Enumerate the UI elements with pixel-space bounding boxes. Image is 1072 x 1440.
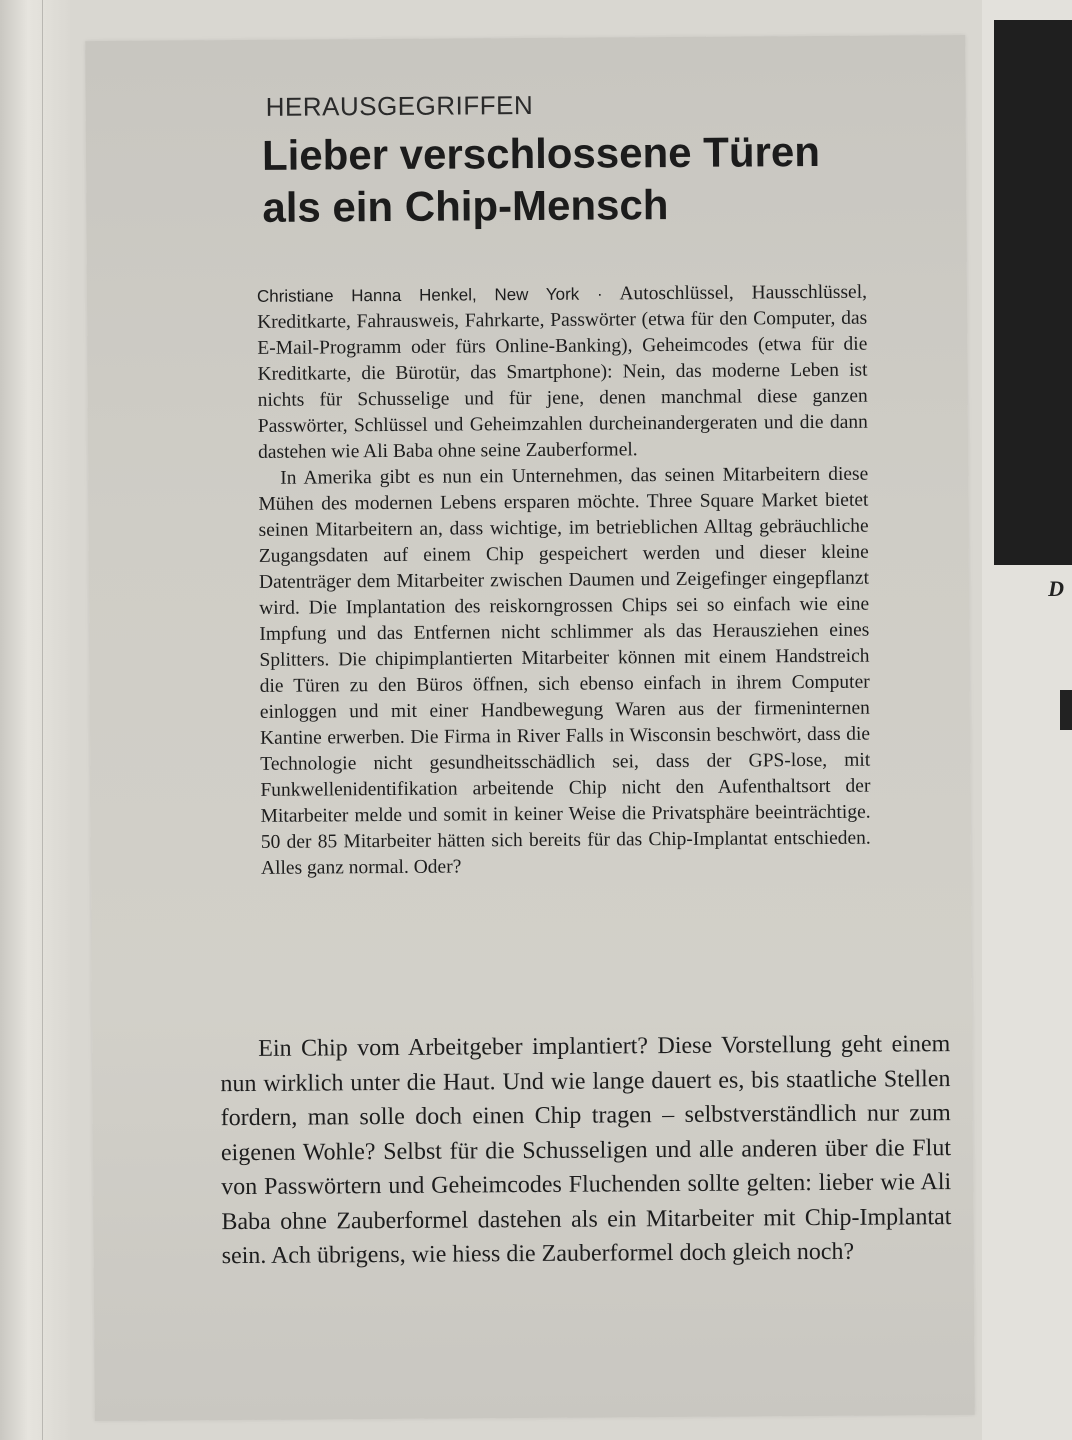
adjacent-photo — [994, 20, 1072, 565]
adjacent-dark-mark — [1060, 690, 1072, 730]
paragraph-1 — [257, 280, 868, 466]
article-body — [257, 280, 871, 882]
byline: Christiane Hanna Henkel, New York · — [256, 284, 603, 306]
adjacent-page-right — [982, 0, 1072, 1440]
article-box — [85, 35, 975, 1421]
headline-line-2: als ein Chip-Mensch — [262, 181, 669, 231]
paragraph-2: In Amerika gibt es nun ein Unternehmen, das seinen Mitarbeitern diese Mühen des modernen Lebens ersparen möchte. Three Square Market bietet seinen Mitarbeitern an, dass wichtige, im betrieblichen Alltag gebräuchliche Zugangsdaten auf einem Chip gespeichert werden und dieser kleine Datenträger dem Mitarbeiter zwischen Daumen und Zeigefinger eingepflanzt wird. Die Implantation des reiskorngrossen Chips sei so einfach wie eine Impfung und das Entfernen nicht schlimmer als das Herausziehen eines Splitters. Die chipimplantierten Mitarbeiter können mit einem Handstreich die Türen zu den Büros öffnen, sich ebenso einfach in ihrem Computer einloggen und mit einer Handbewegung Waren aus der firmeninternen Kantine erwerben. Die Firma in River Falls in Wisconsin beschwört, dass die Technologie nicht gesundheitsschädlich sei, dass der GPS-lose, mit Funkwellenidentifikation arbeitende Chip nicht den Aufenthaltsort der Mitarbeiter melde und somit in keiner Weise die Privatsphäre beeinträchtige. 50 der 85 Mitarbeiter hätten sich bereits für das Chip-Implantat entschieden. Alles ganz normal. Oder? — [258, 463, 871, 879]
paragraph-3: Ein Chip vom Arbeitgeber implantiert? Diese Vorstellung geht einem nun wirklich unter die Haut. Und wie lange dauert es, bis staatliche Stellen fordern, man solle doch einen Chip tragen – selbstverständlich nur zum eigenen Wohle? Selbst für die Schusseligen und alle anderen über die Flut von Passwörtern und Geheimcodes Fluchenden sollte gelten: lieber wie Ali Baba ohne Zauberformel dastehen als ein Mitarbeiter mit Chip-Implantat sein. Ach übrigens, wie hiess die Zauberformel doch gleich noch? — [220, 1031, 952, 1270]
paragraph-1-text: Autoschlüssel, Hausschlüssel, Kreditkarte, Fahrausweis, Fahrkarte, Passwörter (etwa für den Computer, das E-Mail-Programm oder fürs Online-Banking), Geheimcodes (etwa für die Kreditkarte, die Bürotür, das Smartphone): Nein, das moderne Leben ist nichts für Schusselige und für jene, denen manchmal diese ganzen Passwörter, Schlüssel und Geheimzahlen durcheinandergeraten und die dann dastehen wie Ali Baba ohne seine Zauberformel. — [257, 281, 868, 463]
page-fold-line — [42, 0, 43, 1440]
adjacent-page-left — [0, 0, 70, 1440]
headline-line-1: Lieber verschlossene Türen — [261, 127, 821, 179]
section-kicker: HERAUSGEGRIFFEN — [265, 89, 534, 122]
adjacent-caption-letter: D — [1048, 576, 1064, 601]
article-headline — [262, 125, 903, 233]
